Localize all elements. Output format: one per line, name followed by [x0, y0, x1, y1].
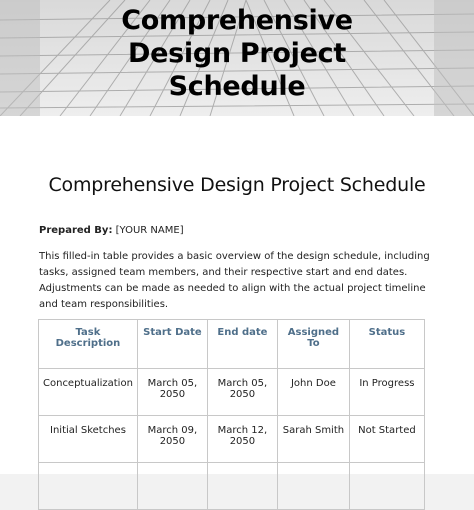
table-cell: March 09, 2050 — [137, 416, 207, 463]
banner-title-line-2: Design Project — [128, 38, 346, 69]
prepared-by — [39, 225, 184, 236]
document-page — [0, 116, 474, 474]
table-header-row — [39, 320, 425, 369]
banner-title — [0, 4, 474, 103]
table-row — [39, 369, 425, 416]
header-banner — [0, 0, 474, 116]
column-header: End date — [207, 320, 277, 369]
schedule-table — [38, 319, 425, 510]
table-cell: Conceptualization — [39, 369, 138, 416]
column-header: Status — [349, 320, 424, 369]
prepared-by-value: [YOUR NAME] — [115, 225, 184, 236]
table-cell — [39, 463, 138, 510]
table-cell: Initial Sketches — [39, 416, 138, 463]
table-cell — [277, 463, 349, 510]
column-header: Assigned To — [277, 320, 349, 369]
banner-title-line-3: Schedule — [168, 71, 306, 102]
table-cell: Not Started — [349, 416, 424, 463]
table-cell: In Progress — [349, 369, 424, 416]
column-header: Task Description — [39, 320, 138, 369]
prepared-by-label: Prepared By: — [39, 225, 113, 236]
table-cell: March 05, 2050 — [137, 369, 207, 416]
table-cell: Sarah Smith — [277, 416, 349, 463]
table-cell: March 05, 2050 — [207, 369, 277, 416]
table-cell: March 12, 2050 — [207, 416, 277, 463]
banner-title-line-1: Comprehensive — [121, 5, 353, 36]
table-row — [39, 416, 425, 463]
column-header: Start Date — [137, 320, 207, 369]
intro-paragraph: This filled-in table provides a basic overview of the design schedule, including tasks, assigned team members, and their respective start and end dates. Adjustments can be made as needed to align with the actual project timeline and team responsibilities. — [39, 251, 430, 310]
table-cell — [207, 463, 277, 510]
table-cell — [137, 463, 207, 510]
table-row — [39, 463, 425, 510]
table-cell — [349, 463, 424, 510]
document-title: Comprehensive Design Project Schedule — [48, 174, 426, 196]
table-cell: John Doe — [277, 369, 349, 416]
